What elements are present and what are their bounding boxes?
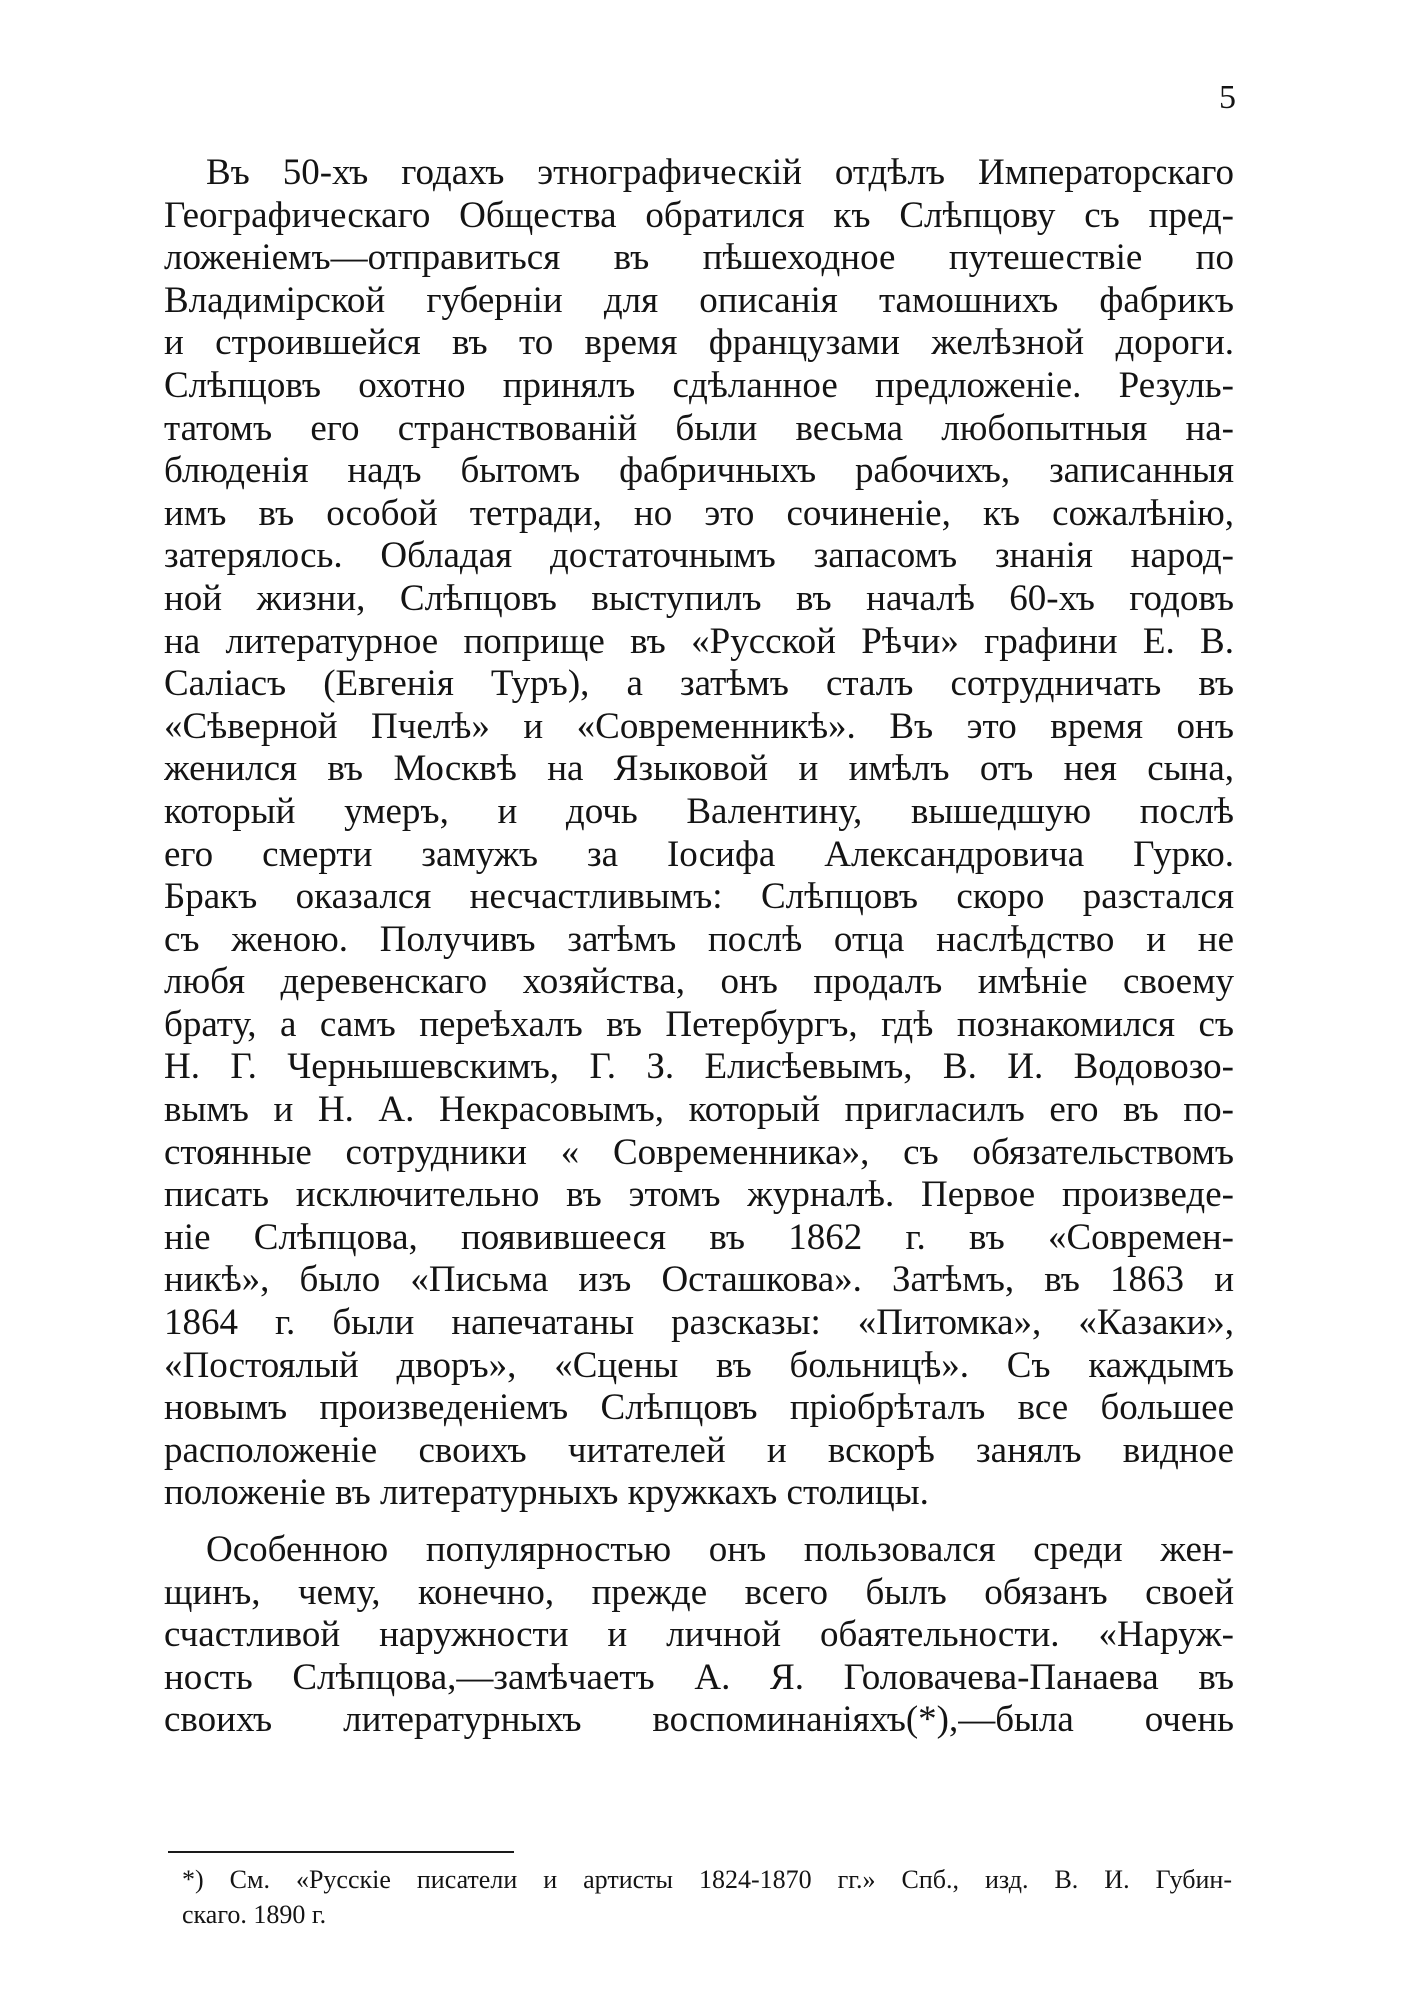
text-line: новымъ произведеніемъ Слѣпцовъ пріобрѣталъ все большее	[164, 1387, 1234, 1429]
text-line: Слѣпцовъ охотно принялъ сдѣланное предложеніе. Резуль-	[164, 364, 1234, 406]
text-line: ной жизни, Слѣпцовъ выступилъ въ началѣ 60-хъ годовъ	[164, 577, 1234, 619]
text-line: «Постоялый дворъ», «Сцены въ больницѣ». Съ каждымъ	[164, 1344, 1234, 1386]
text-line: женился въ Москвѣ на Языковой и имѣлъ отъ нея сына,	[164, 748, 1234, 790]
text-line: Н. Г. Чернышевскимъ, Г. З. Елисѣевымъ, В. И. Водовозо-	[164, 1046, 1234, 1088]
text-line: его смерти замужъ за Іосифа Александровича Гурко.	[164, 833, 1234, 875]
text-line: имъ въ особой тетради, но это сочиненіе, къ сожалѣнію,	[164, 492, 1234, 534]
text-line: щинъ, чему, конечно, прежде всего былъ обязанъ своей	[164, 1571, 1234, 1613]
text-line: счастливой наружности и личной обаятельности. «Наруж-	[164, 1614, 1234, 1656]
text-line: вымъ и Н. А. Некрасовымъ, который пригласилъ его въ по-	[164, 1089, 1234, 1131]
text-line: Особенною популярностью онъ пользовался среди жен-	[206, 1529, 1234, 1570]
text-line: Владимірской губерніи для описанія тамошнихъ фабрикъ	[164, 279, 1234, 321]
text-line: татомъ его странствованій были весьма любопытныя на-	[164, 407, 1234, 449]
page-number: 5	[1219, 79, 1236, 116]
paragraph-2	[164, 1529, 1234, 1742]
paragraph-gap	[164, 1515, 1234, 1529]
text-line: брату, а самъ переѣхалъ въ Петербургъ, гдѣ познакомился съ	[164, 1003, 1234, 1045]
footnote-line: скаго. 1890 г.	[182, 1900, 327, 1929]
text-line: положеніе въ литературныхъ кружкахъ столицы.	[164, 1472, 929, 1514]
text-line: ніе Слѣпцова, появившееся въ 1862 г. въ «Современ-	[164, 1216, 1234, 1258]
text-line: ность Слѣпцова,—замѣчаетъ А. Я. Головачева-Панаева въ	[164, 1656, 1234, 1698]
footnote-divider	[168, 1851, 514, 1853]
text-line: 1864 г. были напечатаны разсказы: «Питомка», «Казаки»,	[164, 1302, 1234, 1344]
text-line: любя деревенскаго хозяйства, онъ продалъ имѣніе своему	[164, 961, 1234, 1003]
text-line: «Сѣверной Пчелѣ» и «Современникѣ». Въ это время онъ	[164, 705, 1234, 747]
main-text	[164, 152, 1234, 1742]
text-line: и строившейся въ то время французами желѣзной дороги.	[164, 322, 1234, 364]
text-line: своихъ литературныхъ воспоминаніяхъ(*),—была очень	[164, 1699, 1234, 1741]
text-line: стоянные сотрудники « Современника», съ обязательствомъ	[164, 1131, 1234, 1173]
text-line: Географическаго Общества обратился къ Слѣпцову съ пред-	[164, 194, 1234, 236]
text-line: расположеніе своихъ читателей и вскорѣ занялъ видное	[164, 1429, 1234, 1471]
text-line: никѣ», было «Письма изъ Осташкова». Затѣмъ, въ 1863 и	[164, 1259, 1234, 1301]
text-line: ложеніемъ—отправиться въ пѣшеходное путешествіе по	[164, 237, 1234, 279]
text-line: съ женою. Получивъ затѣмъ послѣ отца наслѣдство и не	[164, 918, 1234, 960]
text-line: который умеръ, и дочь Валентину, вышедшую послѣ	[164, 790, 1234, 832]
footnote	[182, 1862, 1232, 1932]
text-line: блюденія надъ бытомъ фабричныхъ рабочихъ, записанныя	[164, 450, 1234, 492]
text-line: Въ 50-хъ годахъ этнографическій отдѣлъ Императорскаго	[206, 152, 1234, 193]
paragraph-1	[164, 152, 1234, 1515]
text-line: на литературное поприще въ «Русской Рѣчи» графини Е. В.	[164, 620, 1234, 662]
text-line: Бракъ оказался несчастливымъ: Слѣпцовъ скоро разстался	[164, 876, 1234, 918]
footnote-line: *) См. «Русскіе писатели и артисты 1824-1870 гг.» Спб., изд. В. И. Губин-	[182, 1865, 1232, 1894]
text-line: Саліасъ (Евгенія Туръ), а затѣмъ сталъ сотрудничать въ	[164, 663, 1234, 705]
text-line: писать исключительно въ этомъ журналѣ. Первое произведе-	[164, 1174, 1234, 1216]
text-line: затерялось. Обладая достаточнымъ запасомъ знанія народ-	[164, 535, 1234, 577]
